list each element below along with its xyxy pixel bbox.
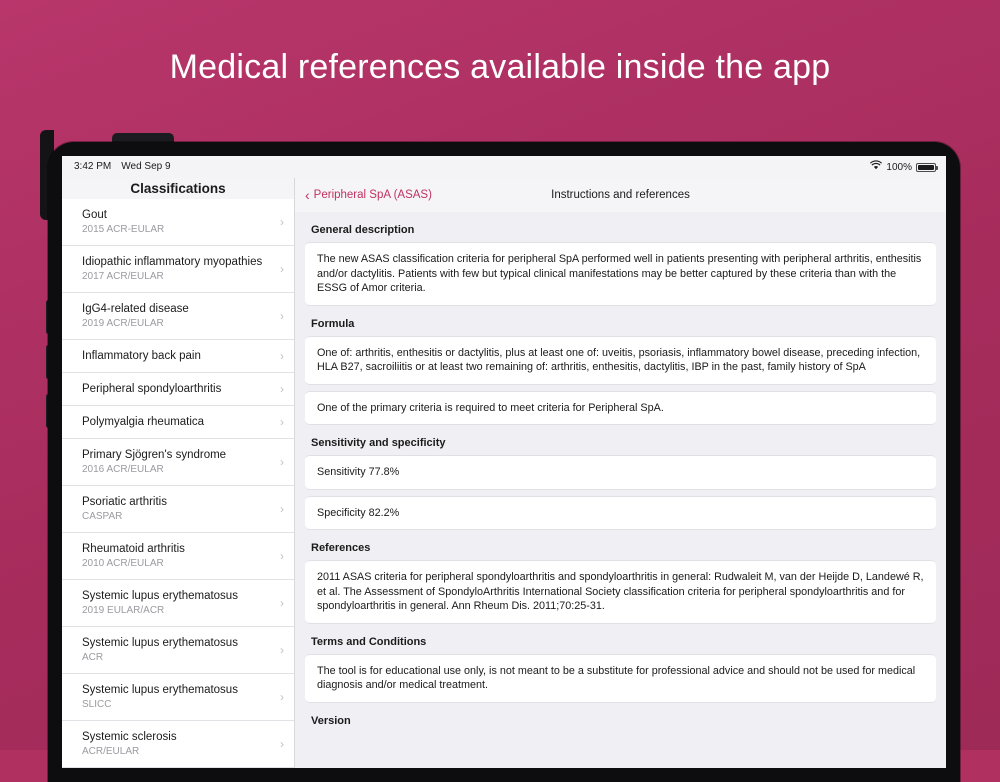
card-sensitivity: Sensitivity 77.8% — [305, 455, 936, 490]
list-item-title: Systemic lupus erythematosus — [82, 684, 238, 696]
sidebar — [62, 178, 295, 768]
list-item-title: Idiopathic inflammatory myopathies — [82, 256, 263, 268]
sidebar-item-psoriatic-arthritis[interactable] — [62, 486, 294, 533]
chevron-right-icon: › — [280, 215, 284, 229]
list-item-title: Primary Sjögren's syndrome — [82, 449, 227, 461]
sidebar-list — [62, 199, 294, 768]
status-bar — [62, 156, 946, 178]
status-date: Wed Sep 9 — [121, 161, 171, 172]
detail-content — [295, 212, 946, 768]
section-heading-references: References — [311, 542, 371, 554]
split-view — [62, 178, 946, 768]
chevron-right-icon: › — [280, 690, 284, 704]
chevron-right-icon: › — [280, 549, 284, 563]
list-item-title: Inflammatory back pain — [82, 350, 201, 362]
list-item-title: Rheumatoid arthritis — [82, 543, 185, 555]
sidebar-item-idiopathic-inflammatory-myopathies[interactable] — [62, 246, 294, 293]
status-time: 3:42 PM — [74, 161, 112, 172]
section-heading-terms-conditions: Terms and Conditions — [311, 635, 427, 648]
card-specificity: Specificity 82.2% — [305, 496, 936, 531]
list-item-subtitle: 2019 EULAR/ACR — [82, 605, 165, 616]
list-item-title: Polymyalgia rheumatica — [82, 416, 205, 428]
sidebar-item-gout[interactable] — [62, 199, 294, 246]
sidebar-item-peripheral-spondyloarthritis[interactable] — [62, 373, 294, 406]
battery-percent-label: 100% — [886, 161, 912, 173]
list-item-title: Systemic lupus erythematosus — [82, 637, 238, 649]
list-item-title: Psoriatic arthritis — [82, 496, 167, 508]
list-item-subtitle: 2010 ACR/EULAR — [82, 558, 164, 569]
tablet-device — [48, 142, 960, 782]
detail-navigation-bar — [295, 178, 946, 212]
card-general-description: The new ASAS classification criteria for peripheral SpA performed well in patients presenting with peripheral arthritis, enthesitis and/or dactylitis. Patients with few but typical clinical manifestations may be better captured by these criteria than with the ESSG of Amor criteria. — [305, 242, 936, 306]
card-references: 2011 ASAS criteria for peripheral spondyloarthritis and spondyloarthritis in general: Rudwaleit M, van der Heijde D, Landewé R, et al. The Assessment of SpondyloArthritis International Society classification criteria for peripheral spondyloarthritis and for spondyloarthritis in general. Ann Rheum Dis. 2011;70:25-31. — [305, 560, 936, 624]
sidebar-item-systemic-sclerosis[interactable] — [62, 721, 294, 768]
detail-pane — [295, 178, 946, 768]
list-item-subtitle: SLICC — [82, 699, 112, 710]
card-formula-note: One of the primary criteria is required to meet criteria for Peripheral SpA. — [305, 391, 936, 426]
chevron-right-icon: › — [280, 643, 284, 657]
list-item-subtitle: 2019 ACR/EULAR — [82, 318, 164, 329]
list-item-subtitle: 2015 ACR-EULAR — [82, 224, 165, 235]
list-item-title: Systemic lupus erythematosus — [82, 590, 238, 602]
sidebar-item-igg4-related-disease[interactable] — [62, 293, 294, 340]
card-terms-conditions: The tool is for educational use only, is not meant to be a substitute for professional advice and should not be used for medical diagnosis and/or medical treatment. — [305, 654, 936, 703]
chevron-right-icon: › — [280, 349, 284, 363]
wifi-icon — [870, 161, 882, 173]
sidebar-item-inflammatory-back-pain[interactable] — [62, 340, 294, 373]
list-item-title: IgG4-related disease — [82, 303, 189, 315]
tablet-screen — [62, 156, 946, 768]
card-formula-criteria: One of: arthritis, enthesitis or dactylitis, plus at least one of: uveitis, psoriasis, inflammatory bowel disease, preceding infection, HLA B27, sacroiliitis or at least two remaining of: arthritis, enthesitis, dactylitis, IBP in the past, family history of SpA — [305, 336, 936, 385]
section-heading-sensitivity-specificity: Sensitivity and specificity — [311, 437, 446, 449]
back-button[interactable] — [305, 188, 432, 202]
list-item-title: Systemic sclerosis — [82, 731, 177, 743]
list-item-subtitle: 2016 ACR/EULAR — [82, 464, 164, 475]
back-button-label: Peripheral SpA (ASAS) — [313, 189, 432, 201]
list-item-subtitle: ACR/EULAR — [82, 746, 140, 757]
sidebar-item-primary-sjogrens-syndrome[interactable] — [62, 439, 294, 486]
promo-headline: Medical references available inside the app — [169, 48, 831, 86]
list-item-title: Peripheral spondyloarthritis — [82, 383, 222, 395]
sidebar-item-rheumatoid-arthritis[interactable] — [62, 533, 294, 580]
chevron-right-icon: › — [280, 455, 284, 469]
chevron-right-icon: › — [280, 596, 284, 610]
page-title: Instructions and references — [551, 189, 690, 201]
sidebar-item-systemic-lupus-erythematosus-acr[interactable] — [62, 627, 294, 674]
chevron-right-icon: › — [280, 309, 284, 323]
list-item-subtitle: ACR — [82, 652, 104, 663]
section-heading-version: Version — [311, 714, 351, 727]
sidebar-item-systemic-lupus-erythematosus-2019[interactable] — [62, 580, 294, 627]
sidebar-item-systemic-lupus-erythematosus-slicc[interactable] — [62, 674, 294, 721]
list-item-title: Gout — [82, 209, 107, 221]
status-bar-left — [74, 161, 171, 172]
chevron-left-icon: ‹ — [305, 187, 310, 203]
status-bar-right — [870, 161, 936, 173]
section-heading-general-description: General description — [311, 224, 415, 236]
chevron-right-icon: › — [280, 415, 284, 429]
list-item-subtitle: CASPAR — [82, 511, 123, 522]
chevron-right-icon: › — [280, 737, 284, 751]
chevron-right-icon: › — [280, 262, 284, 276]
battery-icon — [916, 163, 936, 172]
section-heading-formula: Formula — [311, 317, 355, 330]
chevron-right-icon: › — [280, 382, 284, 396]
list-item-subtitle: 2017 ACR/EULAR — [82, 271, 164, 282]
sidebar-item-polymyalgia-rheumatica[interactable] — [62, 406, 294, 439]
chevron-right-icon: › — [280, 502, 284, 516]
sidebar-title: Classifications — [62, 178, 294, 199]
